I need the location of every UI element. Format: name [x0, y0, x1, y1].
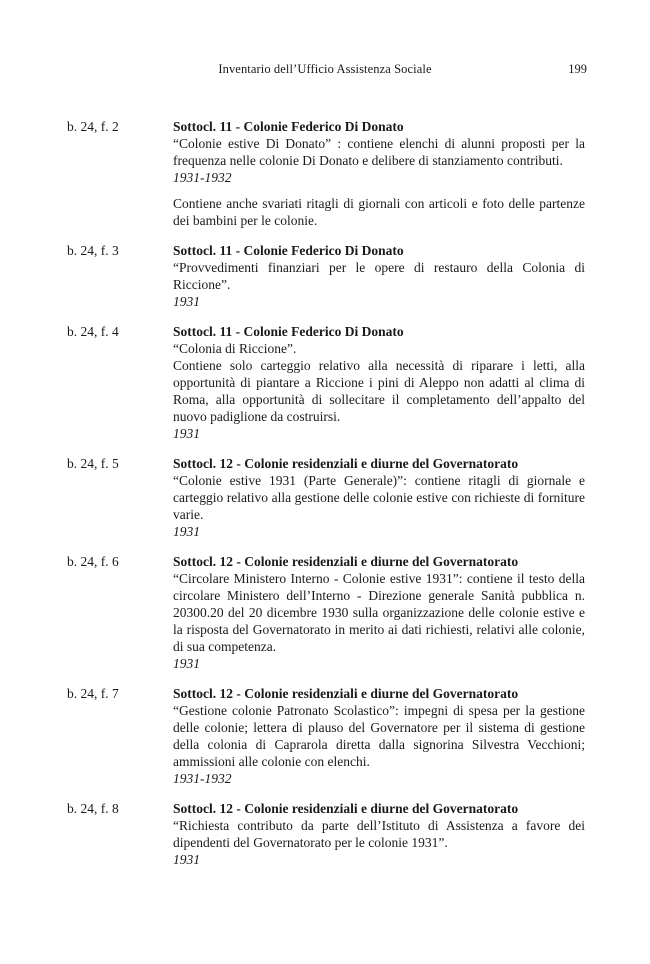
inventory-entry	[0, 455, 650, 540]
entry-body	[173, 323, 585, 442]
entry-reference: b. 24, f. 3	[67, 243, 119, 258]
inventory-entry	[0, 685, 650, 787]
entry-reference: b. 24, f. 8	[67, 801, 119, 816]
inventory-entry	[0, 800, 650, 868]
entry-body	[173, 242, 585, 310]
entry-description: “Colonie estive 1931 (Parte Generale)”: contiene ritagli di giornale e carteggio relativo alla gestione delle colonie estive con richieste di forniture varie.	[173, 473, 585, 522]
entry-reference: b. 24, f. 6	[67, 554, 119, 569]
entry-description: “Circolare Ministero Interno - Colonie estive 1931”: contiene il testo della circolare Ministero dell’Interno - Direzione generale Sanità pubblica n. 20300.20 del 20 dicembre 1930 sulla organizzazione delle colonie estive e la risposta del Governatorato in merito ai dati richiesti, relativi alle colonie, di sua competenza.	[173, 571, 585, 654]
entry-date: 1931	[173, 426, 200, 441]
entry-description: “Colonia di Riccione”.	[173, 341, 297, 356]
entry-heading: Sottocl. 12 - Colonie residenziali e diurne del Governatorato	[173, 456, 519, 471]
entry-date: 1931	[173, 524, 200, 539]
entry-heading: Sottocl. 11 - Colonie Federico Di Donato	[173, 324, 404, 339]
entry-heading: Sottocl. 12 - Colonie residenziali e diurne del Governatorato	[173, 554, 519, 569]
entry-description: “Provvedimenti finanziari per le opere di restauro della Colonia di Riccione”.	[173, 260, 585, 292]
entry-description: “Richiesta contributo da parte dell’Istituto di Assistenza a favore dei dipendenti del Governatorato per le colonie 1931”.	[173, 818, 585, 850]
entry-reference: b. 24, f. 7	[67, 686, 119, 701]
inventory-entry	[0, 553, 650, 672]
entry-date: 1931	[173, 656, 200, 671]
inventory-entry	[0, 242, 650, 310]
entry-body	[173, 800, 585, 868]
entry-date: 1931	[173, 294, 200, 309]
inventory-entry	[0, 118, 650, 229]
entry-heading: Sottocl. 11 - Colonie Federico Di Donato	[173, 119, 404, 134]
entry-description: “Colonie estive Di Donato” : contiene elenchi di alunni proposti per la frequenza nelle colonie Di Donato e delibere di stanziamento contributi.	[173, 136, 585, 168]
inventory-entries	[0, 118, 650, 881]
entry-reference: b. 24, f. 4	[67, 324, 119, 339]
entry-heading: Sottocl. 12 - Colonie residenziali e diurne del Governatorato	[173, 686, 519, 701]
inventory-entry	[0, 323, 650, 442]
entry-body	[173, 455, 585, 540]
running-title: Inventario dell’Ufficio Assistenza Sociale	[218, 62, 432, 76]
entry-date: 1931	[173, 852, 200, 867]
entry-body	[173, 118, 585, 229]
entry-heading: Sottocl. 11 - Colonie Federico Di Donato	[173, 243, 404, 258]
entry-heading: Sottocl. 12 - Colonie residenziali e diurne del Governatorato	[173, 801, 519, 816]
page-number: 199	[568, 62, 587, 76]
entry-body	[173, 685, 585, 787]
entry-date: 1931-1932	[173, 170, 232, 185]
entry-date: 1931-1932	[173, 771, 232, 786]
entry-body	[173, 553, 585, 672]
entry-reference: b. 24, f. 5	[67, 456, 119, 471]
entry-description: “Gestione colonie Patronato Scolastico”: impegni di spesa per la gestione delle colonie; lettera di plauso del Governatore per il sistema di gestione della colonia di Caprarola diretta dalla signorina Silvestra Vecchioni; ammissioni alle colonie con elenchi.	[173, 703, 585, 769]
entry-reference: b. 24, f. 2	[67, 119, 119, 134]
entry-description-extra: Contiene solo carteggio relativo alla necessità di riparare i letti, alla opportunità di piantare a Riccione i pini di Aleppo non adatti al clima di Roma, alla opportunità di sollecitare il completamento dell’appalto del nuovo padiglione da costruirsi.	[173, 358, 585, 424]
entry-note: Contiene anche svariati ritagli di giornali con articoli e foto delle partenze dei bambini per le colonie.	[173, 196, 585, 228]
running-header	[0, 61, 650, 77]
